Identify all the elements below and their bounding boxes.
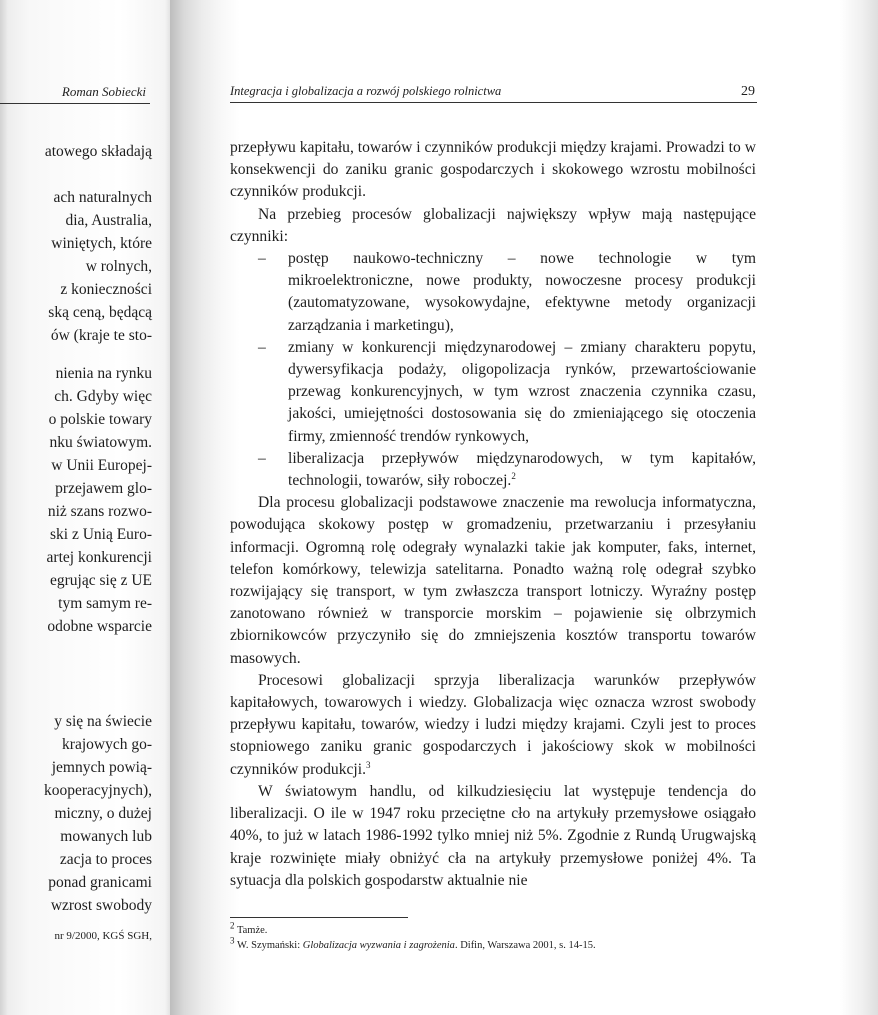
footnotes <box>230 920 756 953</box>
left-page-header: Roman Sobiecki <box>61 84 146 99</box>
left-line: y się na świecie <box>54 713 152 730</box>
left-line: krajowych go- <box>62 736 152 753</box>
left-line: nienia na rynku <box>55 365 152 382</box>
left-line: nr 9/2000, KGŚ SGH, <box>54 930 152 942</box>
paragraph <box>230 670 756 781</box>
left-header-rule <box>0 103 150 104</box>
header-rule <box>230 102 757 103</box>
paragraph: Na przebieg procesów globalizacji największy wpływ mają następujące czynniki: <box>230 205 756 245</box>
footnote-number: 3 <box>230 935 235 946</box>
left-line: wzrost swobody <box>50 897 152 914</box>
paragraph-text: Procesowi globalizacji sprzyja liberalizacja warunków przepływów kapitałowych, towarowych i wiedzy. Globalizacja więc oznacza wzrost swobody przepływu kapitału, towarów, wiedzy i ludzi między krajami. Czyli jest to proces stopniowego zaniku granic gospodarczych i jakościowy skok w mobilności czynników produkcji. <box>230 671 756 778</box>
body-text <box>230 137 756 892</box>
left-line: ponad granicami <box>48 874 152 891</box>
left-line: ach naturalnych <box>53 189 152 206</box>
footnote-author: W. Szymański: <box>236 940 303 951</box>
footnote-source: . Difin, Warszawa 2001, s. 14-15. <box>454 940 596 951</box>
list-item <box>230 448 756 492</box>
left-line: odobne wsparcie <box>47 618 152 635</box>
paragraph: przepływu kapitału, towarów i czynników produkcji między krajami. Prowadzi to w konsekwencji do zaniku granic gospodarczych i skokowego wzrostu mobilności czynników produkcji. <box>230 139 756 201</box>
list-dash: – <box>258 449 266 467</box>
left-line: w rolnych, <box>85 258 152 275</box>
left-line: jemnych powią- <box>51 759 152 776</box>
left-line: ską ceną, będącą <box>48 304 152 321</box>
footnote-title: Globalizacja wyzwania i zagrożenia <box>302 940 455 951</box>
left-line: ch. Gdyby więc <box>54 388 152 405</box>
list-dash: – <box>258 338 266 356</box>
left-line: mowanych lub <box>60 828 152 845</box>
factor-list <box>230 248 756 492</box>
list-dash: – <box>258 250 266 268</box>
left-line: artej konkurencji <box>46 549 152 566</box>
list-item-text: liberalizacja przepływów międzynarodowych, w tym kapitałów, technologii, towarów, siły roboczej. <box>288 449 756 490</box>
running-header-title: Integracja i globalizacja a rozwój polskiego rolnictwa <box>230 84 502 98</box>
list-item-text: zmiany w konkurencji międzynarodowej – zmiany charakteru popytu, dywersyfikacja podaży, oligopolizacja rynków, przewartościowanie przewag konkurencyjnych, w tym wzrost znaczenia czynnika czasu, jakości, umiejętności dostosowania się do zmieniającego się otoczenia firmy, zmienność trendów rynkowych, <box>288 338 756 445</box>
footnote <box>230 935 756 953</box>
footnote-rule <box>230 917 408 918</box>
left-line: miczny, o dużej <box>54 805 152 822</box>
paragraph: Dla procesu globalizacji podstawowe znaczenie ma rewolucja informatyczna, powodująca skokowy postęp w gromadzeniu, przetwarzaniu i przesyłaniu informacji. Ogromną rolę odegrały wynalazki takie jak komputer, faks, internet, telefon komórkowy, telewizja satelitarna. Ponadto ważną rolę odegrał szybko rozwijający się transport, w tym zwłaszcza transport lotniczy. Wyraźny postęp zanotowano również w transporcie morskim – pojawienie się olbrzymich zbiornikowców przyczyniło się do zmniejszenia kosztów transportu towarów masowych. <box>230 494 756 667</box>
left-line: kooperacyjnych), <box>43 782 152 799</box>
left-line: w Unii Europej- <box>51 457 152 474</box>
list-item <box>230 337 756 448</box>
list-item-text: postęp naukowo-techniczny – nowe technologie w tym mikroelektroniczne, nowe produkty, nowoczesne procesy produkcji (zautomatyzowane, wysokowydajne, efektywne metody organizacji zarządzania i marketingu), <box>288 250 756 334</box>
left-page <box>0 0 178 1015</box>
left-line: nku światowym. <box>49 434 152 451</box>
left-line: dia, Australia, <box>65 212 152 229</box>
left-line: niż szans rozwo- <box>47 503 152 520</box>
left-line: o polskie towary <box>48 411 152 428</box>
left-line: przejawem glo- <box>55 480 152 497</box>
page-edge-shadow <box>840 0 878 1015</box>
page-number: 29 <box>741 84 755 99</box>
footnote-number: 2 <box>230 920 235 931</box>
left-line: atowego składają <box>44 143 152 160</box>
footnote-ref: 2 <box>511 470 516 481</box>
footnote <box>230 920 756 938</box>
footnote-ref: 3 <box>365 759 371 770</box>
left-line: z konieczności <box>60 281 152 298</box>
list-item <box>230 248 756 337</box>
left-line: winiętych, które <box>51 235 152 252</box>
running-header <box>230 84 755 99</box>
paragraph: W światowym handlu, od kilkudziesięciu lat występuje tendencja do liberalizacji. O ile w 1947 roku przeciętne cło na artykuły przemysłowe osiągało 40%, to już w latach 1986-1992 tylko mniej niż 5%. Zgodnie z Rundą Urugwajską kraje rozwinięte miały obniżyć cła na artykuły przemysłowe poniżej 4%. Ta sytuacja dla polskich gospodarstw aktualnie nie <box>230 782 756 889</box>
footnote-text: Tamże. <box>236 925 268 936</box>
left-line: ów (kraje te sto- <box>50 327 152 344</box>
left-line: egrując się z UE <box>50 572 152 589</box>
left-line: tym samym re- <box>58 595 152 612</box>
left-line: ski z Unią Euro- <box>49 526 152 543</box>
left-line: zacja to proces <box>59 851 152 868</box>
